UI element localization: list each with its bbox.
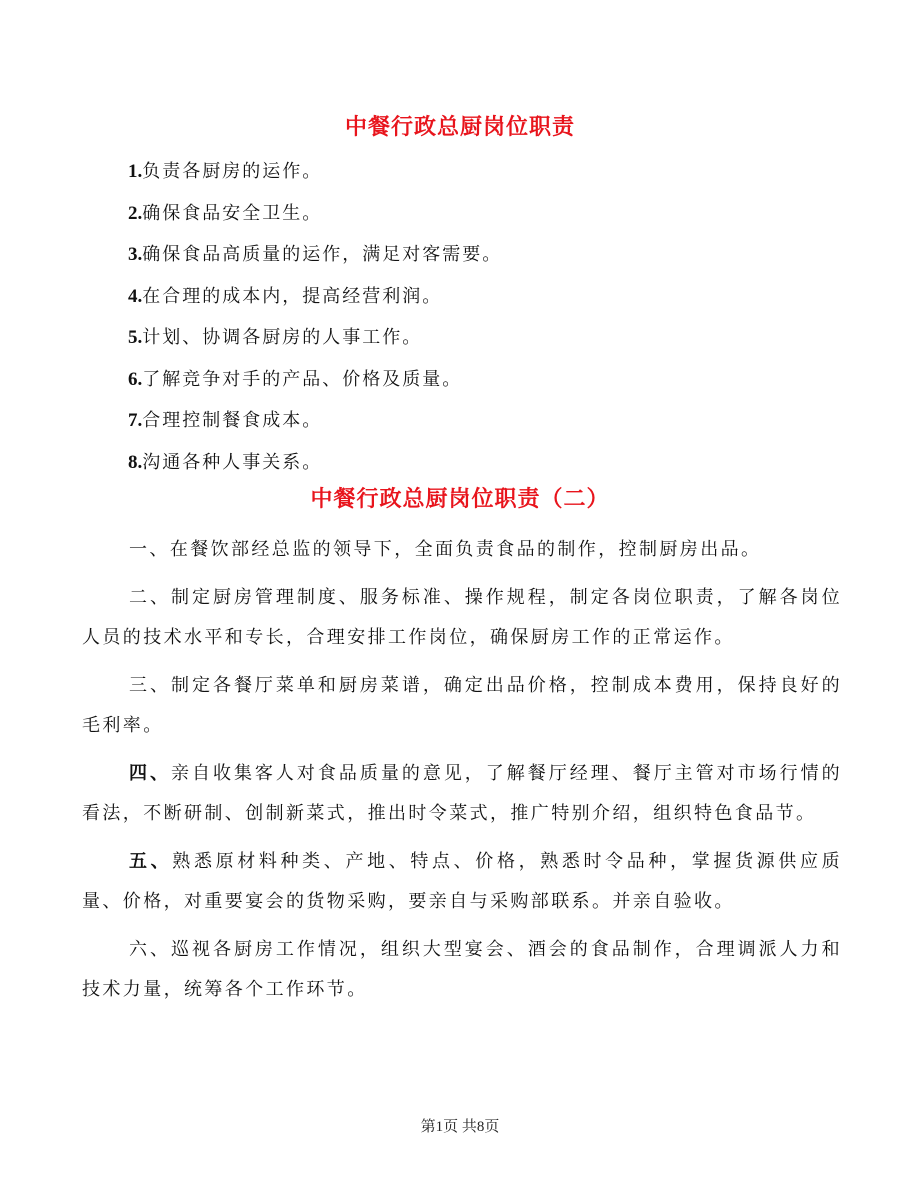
item-number: 5. xyxy=(128,327,143,348)
item-text: 计划、协调各厨房的人事工作。 xyxy=(142,327,423,348)
paragraph-lead: 六、 xyxy=(129,939,171,960)
list-item xyxy=(128,283,828,325)
item-text: 沟通各种人事关系。 xyxy=(142,451,323,473)
paragraph-text: 制定各餐厅菜单和厨房菜谱，确定出品价格，控制成本费用，保持良好的毛利率。 xyxy=(82,675,842,736)
item-number: 8. xyxy=(128,451,143,473)
section-title-2: 中餐行政总厨岗位职责（二） xyxy=(310,486,610,512)
paragraph-lead: 二、 xyxy=(129,587,171,608)
item-text: 确保食品高质量的运作，满足对客需要。 xyxy=(142,244,503,265)
item-text: 合理控制餐食成本。 xyxy=(142,410,323,431)
paragraph-text: 巡视各厨房工作情况，组织大型宴会、酒会的食品制作，合理调派人力和技术力量，统筹各个工作环节。 xyxy=(82,939,842,1000)
paragraph-lead: 五、 xyxy=(129,851,173,872)
item-number: 6. xyxy=(128,368,143,390)
duty-list xyxy=(128,158,828,490)
item-text: 负责各厨房的运作。 xyxy=(142,161,323,182)
item-number: 4. xyxy=(128,285,143,307)
paragraph-lead: 四、 xyxy=(129,763,171,784)
paragraph xyxy=(82,754,842,834)
paragraph-lead: 三、 xyxy=(129,675,171,696)
item-text: 确保食品安全卫生。 xyxy=(142,202,323,224)
paragraph xyxy=(82,578,842,658)
paragraph xyxy=(82,666,842,746)
section-title-1: 中餐行政总厨岗位职责 xyxy=(344,114,575,140)
paragraph-text: 制定厨房管理制度、服务标准、操作规程，制定各岗位职责，了解各岗位人员的技术水平和专长，合理安排工作岗位，确保厨房工作的正常运作。 xyxy=(82,587,842,648)
paragraph xyxy=(82,842,842,922)
paragraph-text: 亲自收集客人对食品质量的意见，了解餐厅经理、餐厅主管对市场行情的看法，不断研制、创制新菜式，推出时令菜式，推广特别介绍，组织特色食品节。 xyxy=(82,763,842,824)
page-number: 第1页 共8页 xyxy=(420,1119,500,1135)
list-item xyxy=(128,366,828,408)
paragraph xyxy=(82,930,842,1010)
item-number: 3. xyxy=(128,244,143,265)
paragraph xyxy=(82,530,842,570)
list-item xyxy=(128,200,828,242)
list-item xyxy=(128,324,828,366)
paragraph-text: 熟悉原材料种类、产地、特点、价格，熟悉时令品种，掌握货源供应质量、价格，对重要宴会的货物采购，要亲自与采购部联系。并亲自验收。 xyxy=(82,851,842,912)
list-item xyxy=(128,407,828,449)
paragraph-text: 在餐饮部经总监的领导下，全面负责食品的制作，控制厨房出品。 xyxy=(169,539,762,560)
item-text: 了解竞争对手的产品、价格及质量。 xyxy=(142,368,463,390)
paragraph-lead: 一、 xyxy=(129,539,170,560)
item-number: 7. xyxy=(128,410,143,431)
list-item xyxy=(128,158,828,200)
item-number: 1. xyxy=(128,161,143,182)
item-text: 在合理的成本内，提高经营利润。 xyxy=(142,285,443,307)
duty-paragraphs xyxy=(82,530,842,1018)
list-item xyxy=(128,241,828,283)
item-number: 2. xyxy=(128,202,143,224)
